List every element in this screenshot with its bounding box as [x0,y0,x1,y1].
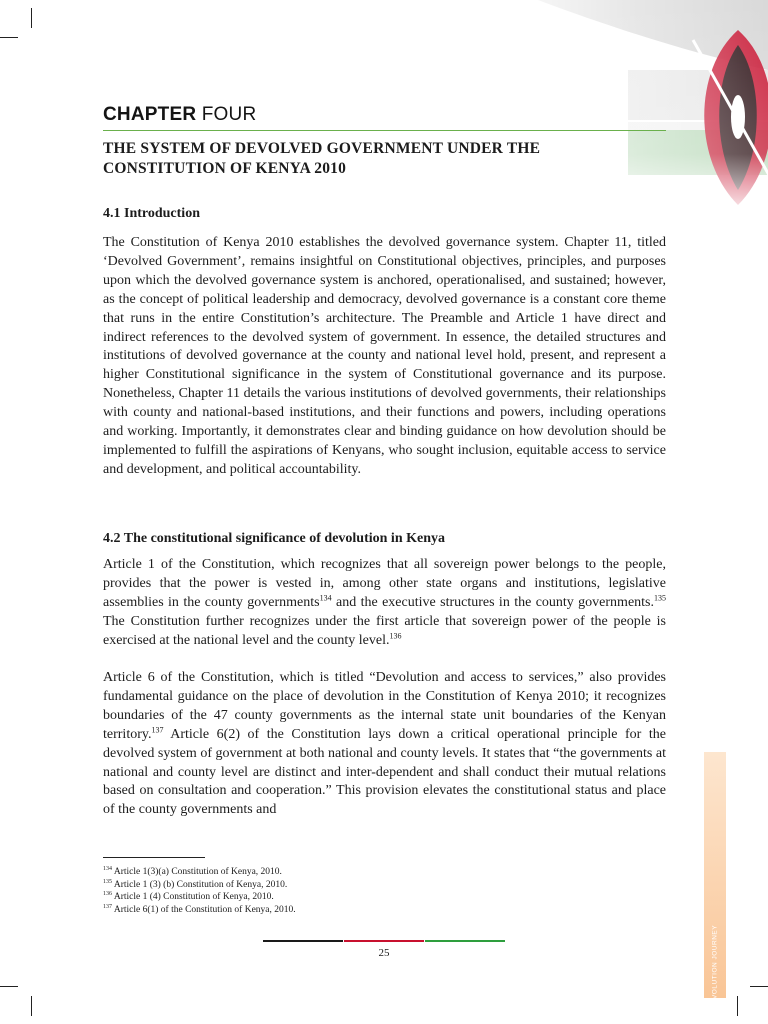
footnote-item: $^{134}$ Article 1(3)(a) Constitution of Kenya, 2010. [103,865,282,877]
article6-paragraph: Article 6 of the Constitution, which is titled “Devolution and access to services,” also provides fundamental guidance on the place of devolution in the Constitution of Kenya 2010; it recognizes boundaries of the 47 county governments as the internal state unit boundaries of the Kenyan territory.$^{137}$ Article 6(2) of the Constitution lays down a critical operational principle for the devolved system of government at both national and county levels. It states that “the governments at national and county level are distinct and inter-dependent and shall conduct their mutual relations based on consultation and cooperation.” This provision elevates the constitutional status and place of the county governments and [103,670,666,818]
footnote-item: $^{137}$ Article 6(1) of the Constitution of Kenya, 2010. [103,903,296,915]
footnotes-list [103,866,503,916]
footer-rule-black [263,940,343,942]
chapter-title: THE SYSTEM OF DEVOLVED GOVERNMENT UNDER THE CONSTITUTION OF KENYA 2010 [103,140,541,177]
kenya-flag-emblem [478,0,768,220]
footnote-ref[interactable]: 134 [319,593,332,603]
section-heading-introduction: 4.1 Introduction [103,206,200,221]
footnote-ref[interactable]: 137 [151,725,164,735]
side-tab-label: DEVOLUTION JOURNEY [711,924,719,1010]
crop-mark [31,8,32,28]
footnote-ref[interactable]: 136 [389,630,402,640]
chapter-divider [103,130,666,131]
article1-paragraph: Article 1 of the Constitution, which recognizes that all sovereign power belongs to the people, provides that the power is vested in, among other state organs and institutions, legislative assemblies in the county governments$^{134}$ and the executive structures in the county governments.$^{135}$ The Constitution further recognizes under the first article that sovereign power of the people is exercised at the national level and the county level.$^{136}$ [103,557,667,648]
section-heading-significance: 4.2 The constitutional significance of devolution in Kenya [103,531,445,546]
crop-mark [0,37,18,38]
side-tab [704,752,726,1010]
footnote-item: $^{136}$ Article 1 (4) Constitution of Kenya, 2010. [103,890,274,902]
crop-mark [737,996,738,1016]
introduction-paragraph: The Constitution of Kenya 2010 establishes the devolved governance system. Chapter 11, titled ‘Devolved Government’, remains insightful on Constitutional objectives, principles, and purposes upon which the devolved governance system is anchored, operationalised, and sustained; however, as the concept of political leadership and democracy, devolved governance is a constant core theme that runs in the entire Constitution’s architecture. The Preamble and Article 1 have direct and indirect references to the devolved system of government. In essence, the detailed structures and institutions of devolved governance at the county and national level hold, present, and represent a higher Constitutional significance in the system of Constitutional governance and its purpose. Nonetheless, Chapter 11 details the various institutions of devolved governments, their relationships with county and national-based institutions, and their functions and powers, including operations and working. Importantly, it demonstrates clear and binding guidance on how devolution should be implemented to fulfill the aspirations of Kenyans, who sought inclusion, equitable access to service and development, and political accountability. [103,235,666,477]
crop-mark [0,986,18,987]
footnote-item: $^{135}$ Article 1 (3) (b) Constitution of Kenya, 2010. [103,878,288,890]
footer-rule-red [344,940,424,942]
footer-rule-green [425,940,505,942]
footnote-ref[interactable]: 135 [654,593,667,603]
page-number: 25 [378,947,390,959]
crop-mark [750,986,768,987]
chapter-label: CHAPTER FOUR [103,104,257,125]
footnote-divider [103,857,205,858]
crop-mark [31,996,32,1016]
